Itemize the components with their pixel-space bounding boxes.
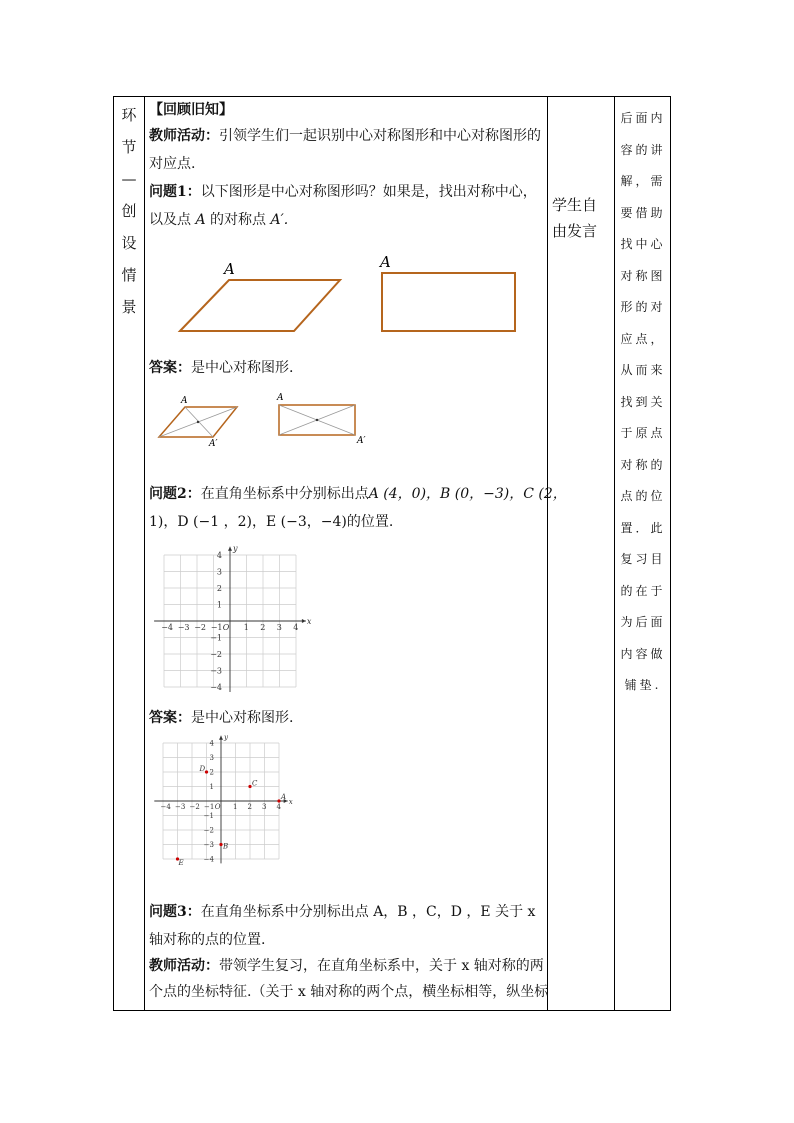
- x-tick-label: −1: [210, 623, 223, 632]
- design-intent-line: 点的位: [620, 489, 666, 503]
- x-tick-label: 2: [260, 623, 266, 632]
- point-label-B: B: [223, 842, 229, 851]
- section-char: —: [121, 170, 137, 188]
- y-tick-label: 4: [216, 550, 222, 560]
- column-divider: [144, 97, 145, 1010]
- design-intent-line: 要借助: [620, 205, 666, 220]
- question-3-cont: 轴对称的点的位置.: [149, 932, 266, 948]
- question-1-cont: 以及点 A 的对称点 A′.: [149, 212, 289, 228]
- design-intent-line: 置．此: [620, 520, 666, 535]
- vertex-label-A: A: [277, 393, 284, 403]
- student-activity-line: 学生自: [552, 196, 598, 214]
- x-tick-label: 2: [247, 803, 253, 811]
- x-axis-label: x: [288, 797, 293, 806]
- y-axis-arrow: [228, 547, 232, 551]
- design-intent-line: 找中心: [620, 237, 666, 251]
- design-intent-line: 于原点: [620, 426, 666, 440]
- x-tick-label: −2: [189, 803, 200, 811]
- section-char: 设: [121, 234, 137, 252]
- teacher-activity-cont: 对应点.: [149, 156, 196, 172]
- column-divider: [614, 97, 615, 1010]
- design-intent-line: 找到关: [620, 394, 666, 409]
- answer-1: 答案：是中心对称图形.: [149, 360, 294, 376]
- x-tick-label: 3: [276, 623, 282, 632]
- shapes-with-diagonals-figure: [157, 393, 417, 453]
- design-intent-line: 对称图: [620, 268, 666, 283]
- x-tick-label: −3: [177, 623, 190, 632]
- x-tick-label: 1: [243, 623, 249, 632]
- teacher-activity: 教师活动：引领学生们一起识别中心对称图形和中心对称图形的: [149, 128, 541, 144]
- x-axis-arrow: [302, 619, 306, 623]
- y-tick-label: 4: [209, 739, 214, 748]
- y-tick-label: −4: [210, 682, 222, 692]
- x-tick-label: −3: [175, 803, 186, 811]
- section-char: 情: [121, 266, 137, 284]
- y-tick-label: 3: [209, 753, 214, 762]
- point-label-D: D: [199, 765, 206, 773]
- question-2: 问题2：在直角坐标系中分别标出点A (4，0)，B (0，−3)，C (2，: [149, 486, 567, 502]
- design-intent-line: 从而来: [620, 363, 666, 377]
- origin-label: O: [222, 623, 230, 632]
- teacher-activity-2-cont: 个点的坐标特征.（关于 x 轴对称的两个点，横坐标相等，纵坐标: [149, 984, 549, 1000]
- origin-label: O: [214, 803, 221, 811]
- design-intent-line: 铺垫.: [624, 678, 662, 692]
- y-tick-label: 3: [216, 567, 222, 577]
- shapes-figure: [177, 253, 557, 339]
- design-intent-line: 内容做: [620, 646, 666, 661]
- teacher-activity-2: 教师活动：带领学生复习，在直角坐标系中，关于 x 轴对称的两: [149, 958, 544, 974]
- design-intent-line: 解，需: [620, 174, 666, 188]
- section-char: 创: [121, 202, 137, 220]
- x-tick-label: 4: [276, 803, 282, 811]
- point-label-E: E: [178, 859, 184, 867]
- point-label-C: C: [252, 779, 258, 788]
- vertex-label-A: A: [224, 260, 235, 278]
- parallelogram-shape: [180, 280, 340, 331]
- lesson-table: [113, 96, 671, 1011]
- design-intent-line: 复习目: [620, 552, 666, 566]
- x-tick-label: −2: [194, 623, 206, 632]
- student-activity-line: 由发言: [552, 222, 598, 240]
- question-1: 问题1：以下图形是中心对称图形吗？如果是，找出对称中心，: [149, 184, 537, 200]
- design-intent-line: 容的讲: [620, 142, 666, 157]
- section-char: 环: [121, 106, 137, 124]
- x-tick-label: 4: [293, 623, 299, 632]
- design-intent-line: 应点，: [620, 331, 666, 346]
- x-tick-label: −4: [161, 623, 173, 632]
- x-axis-label: x: [306, 617, 312, 627]
- rectangle-shape: [382, 273, 515, 331]
- y-tick-label: −1: [210, 633, 222, 643]
- y-tick-label: 2: [216, 583, 222, 593]
- question-3: 问题3：在直角坐标系中分别标出点 A，B ，C，D ，E 关于 x: [149, 904, 536, 920]
- center-point: [197, 421, 199, 423]
- y-axis-label: y: [224, 733, 228, 742]
- column-divider: [547, 97, 548, 1010]
- vertex-label-A: A: [380, 253, 391, 271]
- point-D: [205, 770, 208, 773]
- question-2-cont: 1)，D (−1 ，2)，E (−3，−4)的位置.: [149, 514, 394, 530]
- x-tick-label: −4: [160, 803, 171, 811]
- y-tick-label: −4: [203, 855, 214, 864]
- y-tick-label: −3: [203, 840, 214, 849]
- y-axis-arrow: [219, 736, 223, 740]
- design-intent-line: 为后面: [620, 615, 666, 629]
- design-intent: [620, 103, 666, 702]
- x-tick-label: −1: [204, 803, 215, 811]
- y-tick-label: −2: [210, 649, 222, 659]
- center-point: [316, 419, 318, 421]
- answer-2: 答案：是中心对称图形.: [149, 710, 294, 726]
- design-intent-line: 的在于: [620, 583, 666, 598]
- x-tick-label: 1: [233, 803, 238, 811]
- y-axis-label: y: [233, 543, 238, 553]
- coordinate-grid-points: [155, 733, 295, 867]
- point-label-A: A: [281, 793, 287, 801]
- y-tick-label: −1: [203, 811, 214, 820]
- x-tick-label: 3: [262, 803, 267, 811]
- design-intent-line: 后面内: [620, 111, 666, 125]
- vertex-label-A-prime: A′: [209, 439, 218, 449]
- section-title: 【回顾旧知】: [149, 102, 233, 118]
- y-tick-label: −3: [210, 666, 222, 676]
- y-tick-label: −2: [203, 826, 214, 835]
- section-char: 节: [121, 138, 137, 156]
- coordinate-grid-empty: [155, 543, 315, 692]
- y-tick-label: 2: [209, 768, 214, 777]
- student-activity: [552, 192, 612, 244]
- section-char: 景: [121, 298, 137, 316]
- design-intent-line: 形的对: [620, 300, 666, 314]
- y-tick-label: 1: [209, 782, 214, 791]
- vertex-label-A: A: [181, 396, 188, 406]
- y-tick-label: 1: [216, 600, 222, 610]
- section-label: [114, 97, 144, 323]
- design-intent-line: 对称的: [620, 457, 666, 472]
- vertex-label-A-prime: A′: [357, 436, 366, 446]
